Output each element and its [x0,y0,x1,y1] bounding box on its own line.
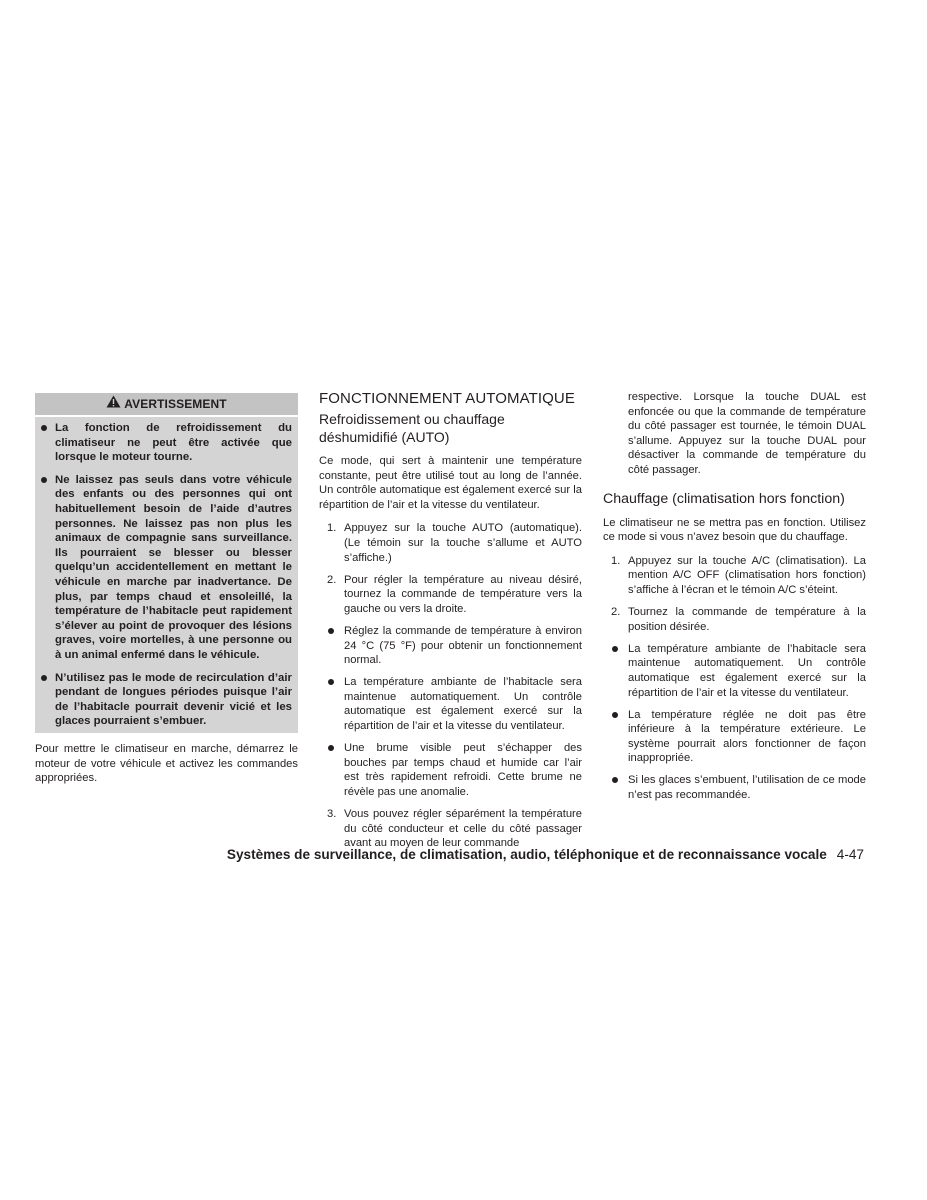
list-item: Une brume visible peut s’échapper des bouches par temps chaud et humide car l’air est très rapidement refroidi. Cette brume ne révèle pas une anomalie. [319,741,582,799]
heating-intro: Le climatiseur ne se mettra pas en fonction. Utilisez ce mode si vous n’avez besoin que du chauffage. [603,516,866,544]
list-item: La température ambiante de l’habitacle sera maintenue automatiquement. Un contrôle automatique est également exercé sur la répartition de l’air et la vitesse du ventilateur. [603,642,866,700]
section-intro: Ce mode, qui sert à maintenir une température constante, peut être utilisé tout au long de l’année. Un contrôle automatique est également exercé sur la répartition de l’air et la vitesse du ventilateur. [319,455,582,511]
list-item: 3. Vous pouvez régler séparément la température du côté conducteur et celle du côté passager avant au moyen de leur commande [327,807,582,850]
column-1-paragraph: Pour mettre le climatiseur en marche, démarrez le moteur de votre véhicule et activez les commandes appropriées. [35,743,298,785]
bullet-icon [612,777,618,783]
list-item-continuation: respective. Lorsque la touche DUAL est enfoncée ou que la commande de température du côté passager est tournée, le témoin DUAL s’allume. Appuyez sur la touche DUAL pour désactiver la commande de température du côté passager. [628,391,866,476]
auto-mode-list [319,521,582,850]
column-3 [603,390,866,810]
list-item: 2. Pour régler la température au niveau désiré, tournez la commande de température vers la gauche ou vers la droite. [327,573,582,615]
warning-title: AVERTISSEMENT [124,397,227,411]
list-item: Si les glaces s’embuent, l’utilisation de ce mode n’est pas recommandée. [603,773,866,802]
heating-list [603,554,866,803]
page-number: 4-47 [836,847,864,862]
page-footer [100,847,864,862]
heating-heading: Chauffage (climatisation hors fonction) [603,490,845,507]
list-item: 1. Appuyez sur la touche AUTO (automatique). (Le témoin sur la touche s’allume et AUTO s’affiche.) [327,522,582,564]
column-2 [319,390,582,858]
warning-item: N’utilisez pas le mode de recirculation d’air pendant de longues périodes puisque l’air de l’habitacle pourrait devenir vicié et les glaces pourraient s’embuer. [41,671,292,729]
bullet-icon [41,675,47,681]
warning-item: La fonction de refroidissement du climatiseur ne peut être activée que lorsque le moteur tourne. [41,421,292,465]
section-subheading: Refroidissement ou chauffage déshumidifié (AUTO) [319,411,505,445]
bullet-icon [41,425,47,431]
bullet-icon [328,745,334,751]
footer-title: Systèmes de surveillance, de climatisation, audio, téléphonique et de reconnaissance vocale [226,847,827,862]
bullet-icon [41,477,47,483]
warning-header [35,393,298,417]
warning-list [35,417,298,729]
bullet-icon [612,712,618,718]
bullet-icon [612,646,618,652]
bullet-icon [328,679,334,685]
bullet-icon [328,628,334,634]
list-item: 1. Appuyez sur la touche A/C (climatisation). La mention A/C OFF (climatisation hors fonction) s’affiche à l’écran et le témoin A/C s’éteint. [611,554,866,596]
list-item: La température ambiante de l’habitacle sera maintenue automatiquement. Un contrôle automatique est également exercé sur la répartition de l’air et la vitesse du ventilateur. [319,675,582,733]
warning-box [35,393,298,733]
list-item: Réglez la commande de température à environ 24 °C (75 °F) pour obtenir un fonctionnement normal. [319,624,582,668]
list-item: 2. Tournez la commande de température à la position désirée. [611,606,866,633]
warning-item: Ne laissez pas seuls dans votre véhicule des enfants ou des personnes qui ont habituellement besoin de l’aide d’autres personnes. Ne laissez pas non plus les animaux de compagnie sans surveillance. Ils pourraient se blesser ou blesser quelqu’un accidentellement en mettant le véhicule en marche par inadvertance. De plus, par temps chaud et ensoleillé, la température de l’habitacle peut rapidement s’élever au point de provoquer des lésions graves, voire mortelles, à une personne ou à un animal enfermé dans le véhicule. [41,473,292,663]
section-heading: FONCTIONNEMENT AUTOMATIQUE [319,390,575,407]
list-item: La température réglée ne doit pas être inférieure à la température extérieure. Le système pourrait alors fonctionner de façon inappropriée. [603,708,866,766]
warning-triangle-icon [106,395,121,413]
